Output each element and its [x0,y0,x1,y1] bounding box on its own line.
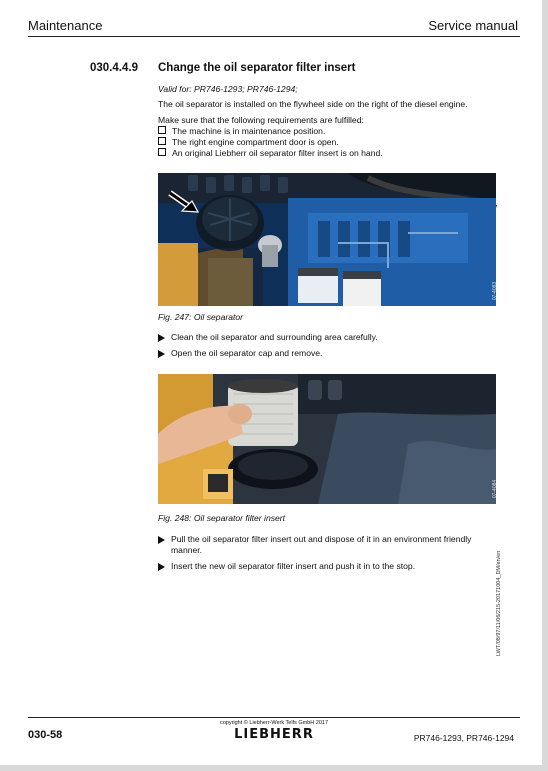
intro-text: The oil separator is installed on the flywheel side on the right of the diesel engine. [158,99,468,109]
document-code: LWT/08/97/11/06/215-20171004_DM/en/en [496,550,502,656]
section-title: Change the oil separator filter insert [158,62,356,74]
header-rule [28,36,520,37]
step-arrow-icon [158,334,165,342]
figure-248-caption: Fig. 248: Oil separator filter insert [158,513,286,523]
checkbox-icon [158,126,166,134]
section-number: 030.4.4.9 [90,62,138,74]
valid-for: Valid for: PR746-1293; PR746-1294; [158,84,298,94]
instruction-step: Pull the oil separator filter insert out and dispose of it in an environment friendly manner. [158,534,498,556]
figure-247-photo [158,173,496,306]
step-arrow-icon [158,563,165,571]
copyright: copyright © Liebherr-Werk Telfs GmbH 2017 [219,720,329,726]
figure-247-caption: Fig. 247: Oil separator [158,312,244,322]
engine-oil-separator-illustration [158,173,496,306]
page-number: 030-58 [28,729,63,741]
requirement-item: An original Liebherr oil separator filter insert is on hand. [158,148,383,159]
instruction-step: Clean the oil separator and surrounding area carefully. [158,332,498,343]
requirement-item: The right engine compartment door is open. [158,137,339,148]
instruction-step: Insert the new oil separator filter insert and push it in to the stop. [158,561,498,572]
checkbox-icon [158,148,166,156]
header-chapter: Maintenance [28,18,103,33]
photo-code: 07-4084 [491,479,498,499]
filter-insert-illustration [158,374,496,504]
step-arrow-icon [158,536,165,544]
instruction-step: Open the oil separator cap and remove. [158,348,498,359]
figure-248-photo [158,374,496,504]
photo-code: 07-4083 [491,281,498,301]
step-arrow-icon [158,350,165,358]
requirements-intro: Make sure that the following requirements are fulfilled: [158,115,364,125]
checkbox-icon [158,137,166,145]
requirement-item: The machine is in maintenance position. [158,126,325,137]
header-manual-type: Service manual [428,18,518,33]
liebherr-logo: LIEBHERR [234,727,314,742]
footer-models: PR746-1293, PR746-1294 [413,733,514,743]
footer-rule [28,717,520,718]
